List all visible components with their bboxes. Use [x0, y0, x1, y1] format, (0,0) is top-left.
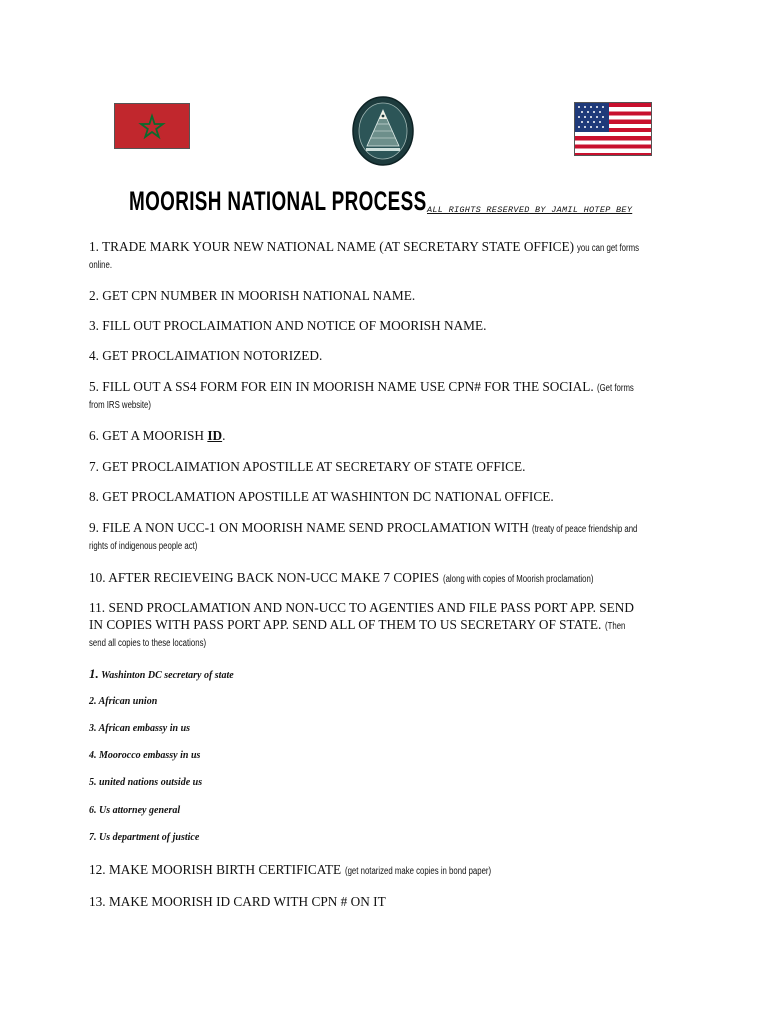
location-number: 4.	[89, 750, 97, 761]
location-item	[89, 750, 200, 761]
step-12-text: 12. MAKE MOORISH BIRTH CERTIFICATE	[89, 862, 342, 877]
step-9-note: (treaty of peace friendship and	[532, 524, 638, 535]
step-11-note-cont: send all copies to these locations)	[89, 638, 207, 649]
location-text: united nations outside us	[99, 777, 203, 788]
location-number: 2.	[89, 696, 97, 707]
step-12-note: (get notarized make copies in bond paper)	[344, 866, 491, 877]
location-number: 1.	[89, 666, 99, 681]
location-text: African embassy in us	[98, 723, 191, 734]
step-9-note-cont: rights of indigenous people act)	[89, 541, 198, 552]
step-6	[89, 427, 689, 444]
page-title: MOORISH NATIONAL PROCESS	[129, 186, 427, 216]
step-12	[89, 861, 689, 880]
step-2: 2. GET CPN NUMBER IN MOORISH NATIONAL NAME.	[89, 288, 416, 303]
location-item	[89, 832, 199, 843]
location-text: Us attorney general	[99, 805, 181, 816]
location-number: 6.	[89, 805, 97, 816]
morocco-flag-icon	[114, 103, 190, 149]
step-9	[89, 519, 689, 555]
step-6-text: 6. GET A MOORISH	[89, 428, 205, 443]
location-item	[89, 777, 202, 788]
step-5-note-cont: from IRS website)	[89, 400, 151, 411]
step-13: 13. MAKE MOORISH ID CARD WITH CPN # ON IT	[89, 894, 386, 909]
step-11-line-2: IN COPIES WITH PASS PORT APP. SEND ALL OF THEM TO US SECRETARY OF STATE.	[89, 617, 602, 632]
location-text: Us department of justice	[99, 832, 200, 843]
location-number: 5.	[89, 777, 97, 788]
location-text: Washinton DC secretary of state	[101, 670, 234, 681]
location-text: Moorocco embassy in us	[99, 750, 201, 761]
step-1-text: 1. TRADE MARK YOUR NEW NATIONAL NAME (AT SECRETARY STATE OFFICE)	[89, 239, 575, 254]
step-9-text: 9. FILE A NON UCC-1 ON MOORISH NAME SEND PROCLAMATION WITH	[89, 520, 529, 535]
step-5-text: 5. FILL OUT A SS4 FORM FOR EIN IN MOORISH NAME USE CPN# FOR THE SOCIAL.	[89, 379, 594, 394]
step-5-note: (Get forms	[597, 383, 634, 394]
step-10	[89, 569, 689, 588]
location-text: African union	[98, 696, 158, 707]
step-3: 3. FILL OUT PROCLAIMATION AND NOTICE OF MOORISH NAME.	[89, 318, 487, 333]
step-6-period: .	[222, 428, 226, 443]
step-11-line-1: 11. SEND PROCLAMATION AND NON-UCC TO AGENTIES AND FILE PASS PORT APP. SEND	[89, 600, 634, 615]
location-item	[89, 805, 180, 816]
location-item	[89, 666, 234, 682]
step-5	[89, 378, 689, 414]
location-item	[89, 723, 190, 734]
step-1-note-cont: online.	[89, 260, 112, 271]
step-1	[89, 238, 689, 274]
step-11	[89, 599, 689, 652]
step-8: 8. GET PROCLAMATION APOSTILLE AT WASHINTON DC NATIONAL OFFICE.	[89, 489, 554, 504]
rights-notice: ALL RIGHTS RESERVED BY JAMIL HOTEP BEY	[427, 205, 633, 215]
step-1-note: you can get forms	[577, 243, 640, 254]
step-10-text: 10. AFTER RECIEVEING BACK NON-UCC MAKE 7 COPIES	[89, 570, 440, 585]
step-7: 7. GET PROCLAIMATION APOSTILLE AT SECRETARY OF STATE OFFICE.	[89, 459, 526, 474]
pyramid-seal-icon	[352, 96, 414, 166]
location-number: 3.	[89, 723, 97, 734]
step-4: 4. GET PROCLAIMATION NOTORIZED.	[89, 348, 323, 363]
step-11-note: (Then	[604, 621, 626, 632]
location-item	[89, 696, 157, 707]
usa-flag-icon	[574, 102, 652, 156]
step-6-id-word: ID	[207, 428, 223, 443]
step-10-note: (along with copies of Moorish proclamation)	[442, 574, 593, 585]
location-number: 7.	[89, 832, 97, 843]
